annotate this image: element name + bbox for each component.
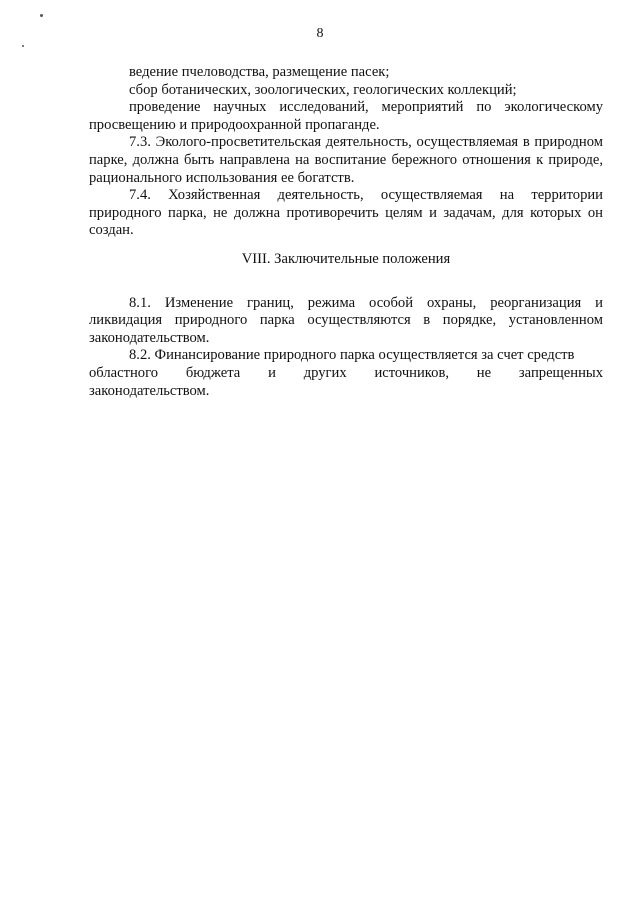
paragraph-7-3: 7.3. Эколого-просветительская деятельность, осуществляемая в природном парке, должна быть направлена на воспитание бережного отношения к природе, рационального использования ее богатств. xyxy=(89,134,603,186)
scan-speck xyxy=(40,14,43,17)
paragraph-8-2-line-2: областного бюджета и других источников, не запрещенных xyxy=(89,364,603,381)
paragraph-research: проведение научных исследований, мероприятий по экологическому просвещению и природоохранной пропаганде. xyxy=(89,99,603,133)
paragraph-beekeeping: ведение пчеловодства, размещение пасек; xyxy=(129,64,390,80)
scan-speck xyxy=(22,45,24,47)
paragraph-7-4: 7.4. Хозяйственная деятельность, осуществляемая на территории природного парка, не должна противоречить целям и задачам, для которых он создан. xyxy=(89,187,603,239)
document-body xyxy=(89,64,603,400)
paragraph-8-2-line-1: 8.2. Финансирование природного парка осуществляется за счет средств xyxy=(129,347,575,364)
section-heading: VIII. Заключительные положения xyxy=(241,250,451,267)
page-number: 8 xyxy=(316,26,324,41)
paragraph-8-2-line-3: законодательством. xyxy=(89,382,210,399)
paragraph-8-1: 8.1. Изменение границ, режима особой охраны, реорганизация и ликвидация природного парка осуществляются в порядке, установленном законодательством. xyxy=(89,294,603,346)
paragraph-collections: сбор ботанических, зоологических, геологических коллекций; xyxy=(129,81,517,98)
